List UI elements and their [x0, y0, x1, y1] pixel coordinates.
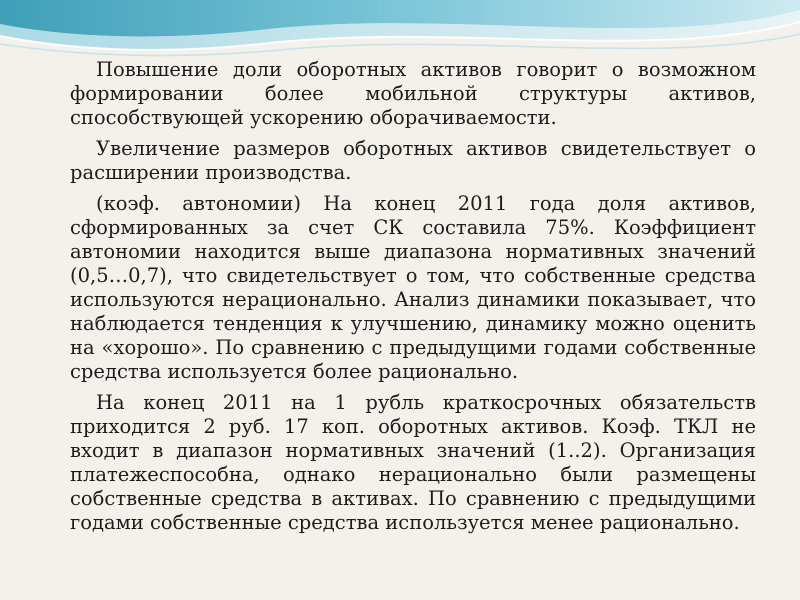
paragraph-4: На конец 2011 на 1 рубль краткосрочных обязательств приходится 2 руб. 17 коп. оборотных активов. Коэф. ТКЛ не входит в диапазон нормативных значений (1..2). Организация платежеспособна, однако нерационально были размещены собственные средства в активах. По сравнению с предыдущими годами собственные средства используется менее рационально. — [70, 391, 756, 534]
paragraph-3: (коэф. автономии) На конец 2011 года доля активов, сформированных за счет СК составила 75%. Коэффициент автономии находится выше диапазона нормативных значений (0,5…0,7), что свидетельствует о том, что собственные средства используются нерационально. Анализ динамики показывает, что наблюдается тенденция к улучшению, динамику можно оценить на «хорошо». По сравнению с предыдущими годами собственные средства используется более рационально. — [70, 192, 756, 383]
paragraph-2: Увеличение размеров оборотных активов свидетельствует о расширении производства. — [70, 137, 756, 184]
paragraph-1: Повышение доли оборотных активов говорит о возможном формировании более мобильной структуры активов, способствующей ускорению оборачиваемости. — [70, 58, 756, 129]
slide-text — [70, 58, 756, 542]
